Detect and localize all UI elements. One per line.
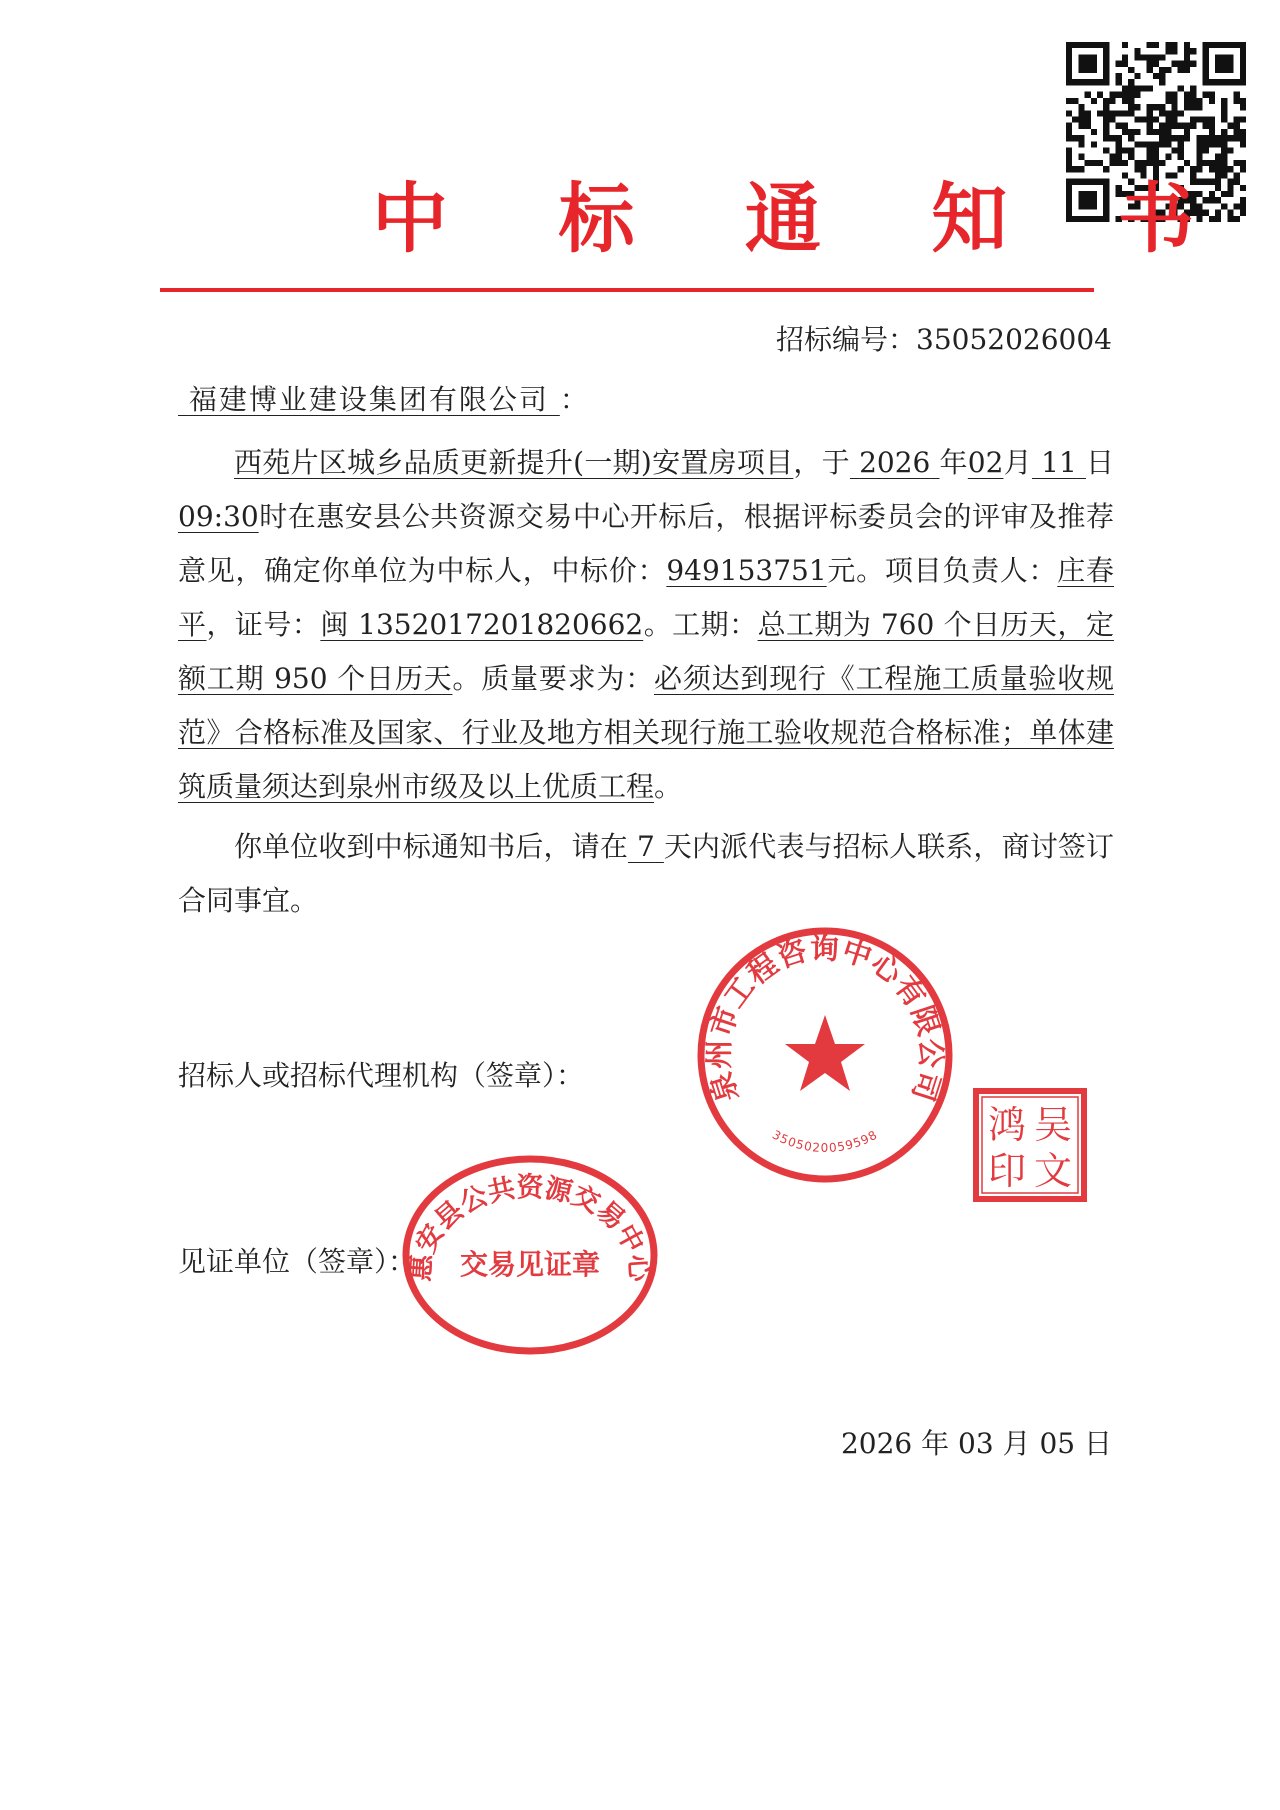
project-manager: 庄春平	[178, 554, 1114, 641]
issue-date: 2026 年 03 月 05 日	[840, 1427, 1112, 1460]
addressee-line	[178, 378, 590, 418]
person-seal-char-3: 文	[1033, 1149, 1073, 1193]
quality-requirement: 必须达到现行《工程施工质量验收规范》合格标准及国家、行业及地方相关现行施工验收规范合格标准；单体建筑质量须达到泉州市级及以上优质工程	[178, 662, 1114, 803]
project-name: 西苑片区城乡品质更新提升(一期)安置房项目	[234, 446, 794, 479]
contact-days: 7	[637, 830, 655, 863]
agent-company-seal	[690, 920, 960, 1190]
person-seal-char-4: 印	[987, 1149, 1027, 1193]
bid-number-value: 35052026004	[916, 323, 1112, 356]
document-title: 中 标 通 知 书	[372, 174, 1236, 263]
open-year: 2026	[859, 446, 931, 479]
star-icon	[785, 1015, 865, 1091]
bid-price: 949153751	[666, 554, 827, 587]
agent-seal-name: 泉州市工程咨询中心有限公司	[701, 931, 949, 1107]
agent-signature-label: 招标人或招标代理机构（签章）：	[178, 1059, 585, 1092]
title-divider	[160, 288, 1094, 292]
open-day: 11	[1041, 446, 1077, 479]
open-month: 02	[967, 446, 1004, 479]
person-seal-char-1: 吴	[1033, 1103, 1073, 1147]
certificate-number: 闽 1352017201820662	[320, 608, 644, 641]
construction-period: 总工期为 760 个日历天，定额工期 950 个日历天	[178, 608, 1114, 695]
witness-seal-subtitle: 交易见证章	[459, 1248, 601, 1281]
open-time: 09:30	[178, 500, 259, 533]
witness-signature-label: 见证单位（签章）：	[178, 1245, 417, 1278]
addressee-name: 福建博业建设集团有限公司	[188, 383, 549, 416]
person-seal-char-2: 鸿	[987, 1103, 1027, 1147]
addressee-colon: ：	[559, 383, 590, 416]
witness-seal	[395, 1146, 665, 1364]
notice-body	[178, 436, 1114, 928]
agent-seal-code: 3505020059598	[769, 1127, 881, 1155]
bid-number-label: 招标编号：	[776, 323, 917, 356]
body-paragraph-2: 你单位收到中标通知书后，请在 7 天内派代表与招标人联系，商讨签订合同事宜。	[178, 830, 1114, 917]
witness-seal-name: 惠安县公共资源交易中心	[405, 1172, 655, 1283]
body-paragraph-1: 西苑片区城乡品质更新提升(一期)安置房项目，于 2026 年02月 11 日09:30时在惠安县公共资源交易中心开标后，根据评标委员会的评审及推荐意见，确定你单位为中标人，中标价：949153751元。项目负责人：庄春平，证号：闽 1352017201820662。工期：总工期为 760 个日历天，定额工期 950 个日历天。质量要求为：必须达到现行《工程施工质量验收规范》合格标准及国家、行业及地方相关现行施工验收规范合格标准；单体建筑质量须达到泉州市级及以上优质工程。	[178, 446, 1114, 803]
person-seal	[973, 1088, 1087, 1202]
bid-number-line	[776, 318, 1112, 358]
svg-text:3505020059598	[770, 1127, 880, 1154]
